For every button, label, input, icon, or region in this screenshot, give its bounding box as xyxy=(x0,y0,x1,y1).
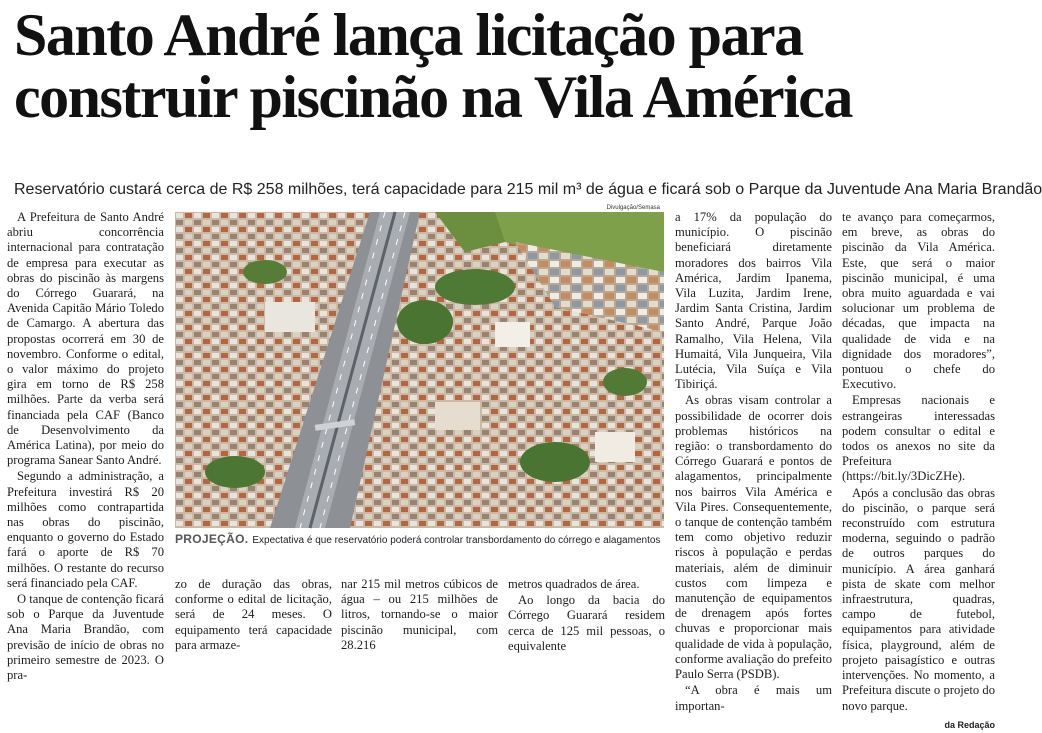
body-paragraph: a 17% da população do município. O piscinão beneficiará diretamente moradores dos bairros Vila América, Jardim Ipanema, Vila Luzita, Jardim Irene, Jardim Santa Cristina, Jardim Santo André, Parque João Ramalho, Vila Helena, Vila Humaitá, Vila Junqueira, Vila Lutécia, Vila Suíça e Vila Tibiriçá. xyxy=(675,210,832,392)
body-column-2 xyxy=(175,577,332,654)
photo-credit: Divulgação/Semasa xyxy=(606,205,660,211)
body-paragraph: As obras visam controlar a possibilidade de ocorrer dois problemas históricos na região: o transbordamento do Córrego Guarará e pontos de alagamentos, principalmente nos bairros Vila América e Vila Pires. Consequentemente, o tanque de contenção também tem como objetivo reduzir riscos à população e perdas materiais, além de diminuir custos com limpeza e manutenção de equipamentos de drenagem após fortes chuvas e proporcionar mais qualidade de vida à população, conforme avaliação do prefeito Paulo Serra (PSDB). xyxy=(675,393,832,682)
headline-line-1: Santo André lança licitação para xyxy=(14,2,803,68)
photo-caption xyxy=(175,532,664,548)
body-paragraph: O tanque de contenção ficará sob o Parque da Juventude Ana Maria Brandão, com previsão de início de obras no primeiro semestre de 2023. O pra- xyxy=(7,592,164,683)
body-paragraph: Segundo a administração, a Prefeitura investirá R$ 20 milhões como contrapartida nas obras do piscinão, enquanto o governo do Estado fará o aporte de R$ 70 milhões. O restante do recurso será financiado pela CAF. xyxy=(7,469,164,590)
body-paragraph: zo de duração das obras, conforme o edital de licitação, será de 24 meses. O equipamento terá capacidade para armaze- xyxy=(175,577,332,652)
body-column-5 xyxy=(675,210,832,715)
body-paragraph: nar 215 mil metros cúbicos de água – ou 215 milhões de litros, tornando-se o maior piscinão municipal, com 28.216 xyxy=(341,577,498,652)
body-paragraph: “A obra é mais um importan- xyxy=(675,683,832,713)
caption-text: Expectativa é que reservatório poderá controlar transbordamento do córrego e alagamentos xyxy=(252,535,661,546)
aerial-photo xyxy=(175,212,664,528)
body-column-1 xyxy=(7,210,164,684)
headline-line-2: construir piscinão na Vila América xyxy=(14,64,852,130)
body-paragraph: Ao longo da bacia do Córrego Guarará residem cerca de 125 mil pessoas, o equivalente xyxy=(508,593,665,653)
caption-label: PROJEÇÃO. xyxy=(175,532,249,546)
body-paragraph: metros quadrados de área. xyxy=(508,577,640,591)
byline: da Redação xyxy=(944,719,995,730)
body-paragraph: Após a conclusão das obras do piscinão, o parque será reconstruído com estrutura moderna, seguindo o padrão de outros parques do município. A área ganhará pista de skate com melhor infraestrutura, quadras, campo de futebol, equipamentos para atividade física, playground, além de projeto paisagístico e outras intervenções. No momento, a Prefeitura discute o projeto do novo parque. xyxy=(842,485,995,713)
body-column-3 xyxy=(341,577,498,654)
headline xyxy=(14,4,994,128)
body-column-4 xyxy=(508,577,665,655)
aerial-city-illustration xyxy=(175,212,664,528)
body-paragraph: Empresas nacionais e estrangeiras interessadas podem consultar o edital e todos os anexos no site da Prefeitura (https://bit.ly/3DicZHe). xyxy=(842,393,995,484)
body-paragraph: te avanço para começarmos, em breve, as obras do piscinão da Vila América. Este, que será o maior piscinão municipal, é uma obra muito aguardada e vai solucionar um problema de décadas, que impacta na qualidade de vida e na dignidade dos moradores”, pontuou o chefe do Executivo. xyxy=(842,210,995,392)
subheadline: Reservatório custará cerca de R$ 258 milhões, terá capacidade para 215 mil m³ de água e ficará sob o Parque da Juventude Ana Maria Brandão xyxy=(14,181,1042,198)
body-paragraph: A Prefeitura de Santo André abriu concorrência internacional para contratação de empresa para executar as obras do piscinão às margens do Córrego Guarará, na Avenida Capitão Mário Toledo de Camargo. A abertura das propostas ocorrerá em 30 de novembro. Conforme o edital, o valor máximo do projeto gira em torno de R$ 258 milhões. Parte da verba será financiada pela CAF (Banco de Desenvolvimento da América Latina), por meio do programa Sanear Santo André. xyxy=(7,210,164,468)
body-column-6 xyxy=(842,210,995,733)
